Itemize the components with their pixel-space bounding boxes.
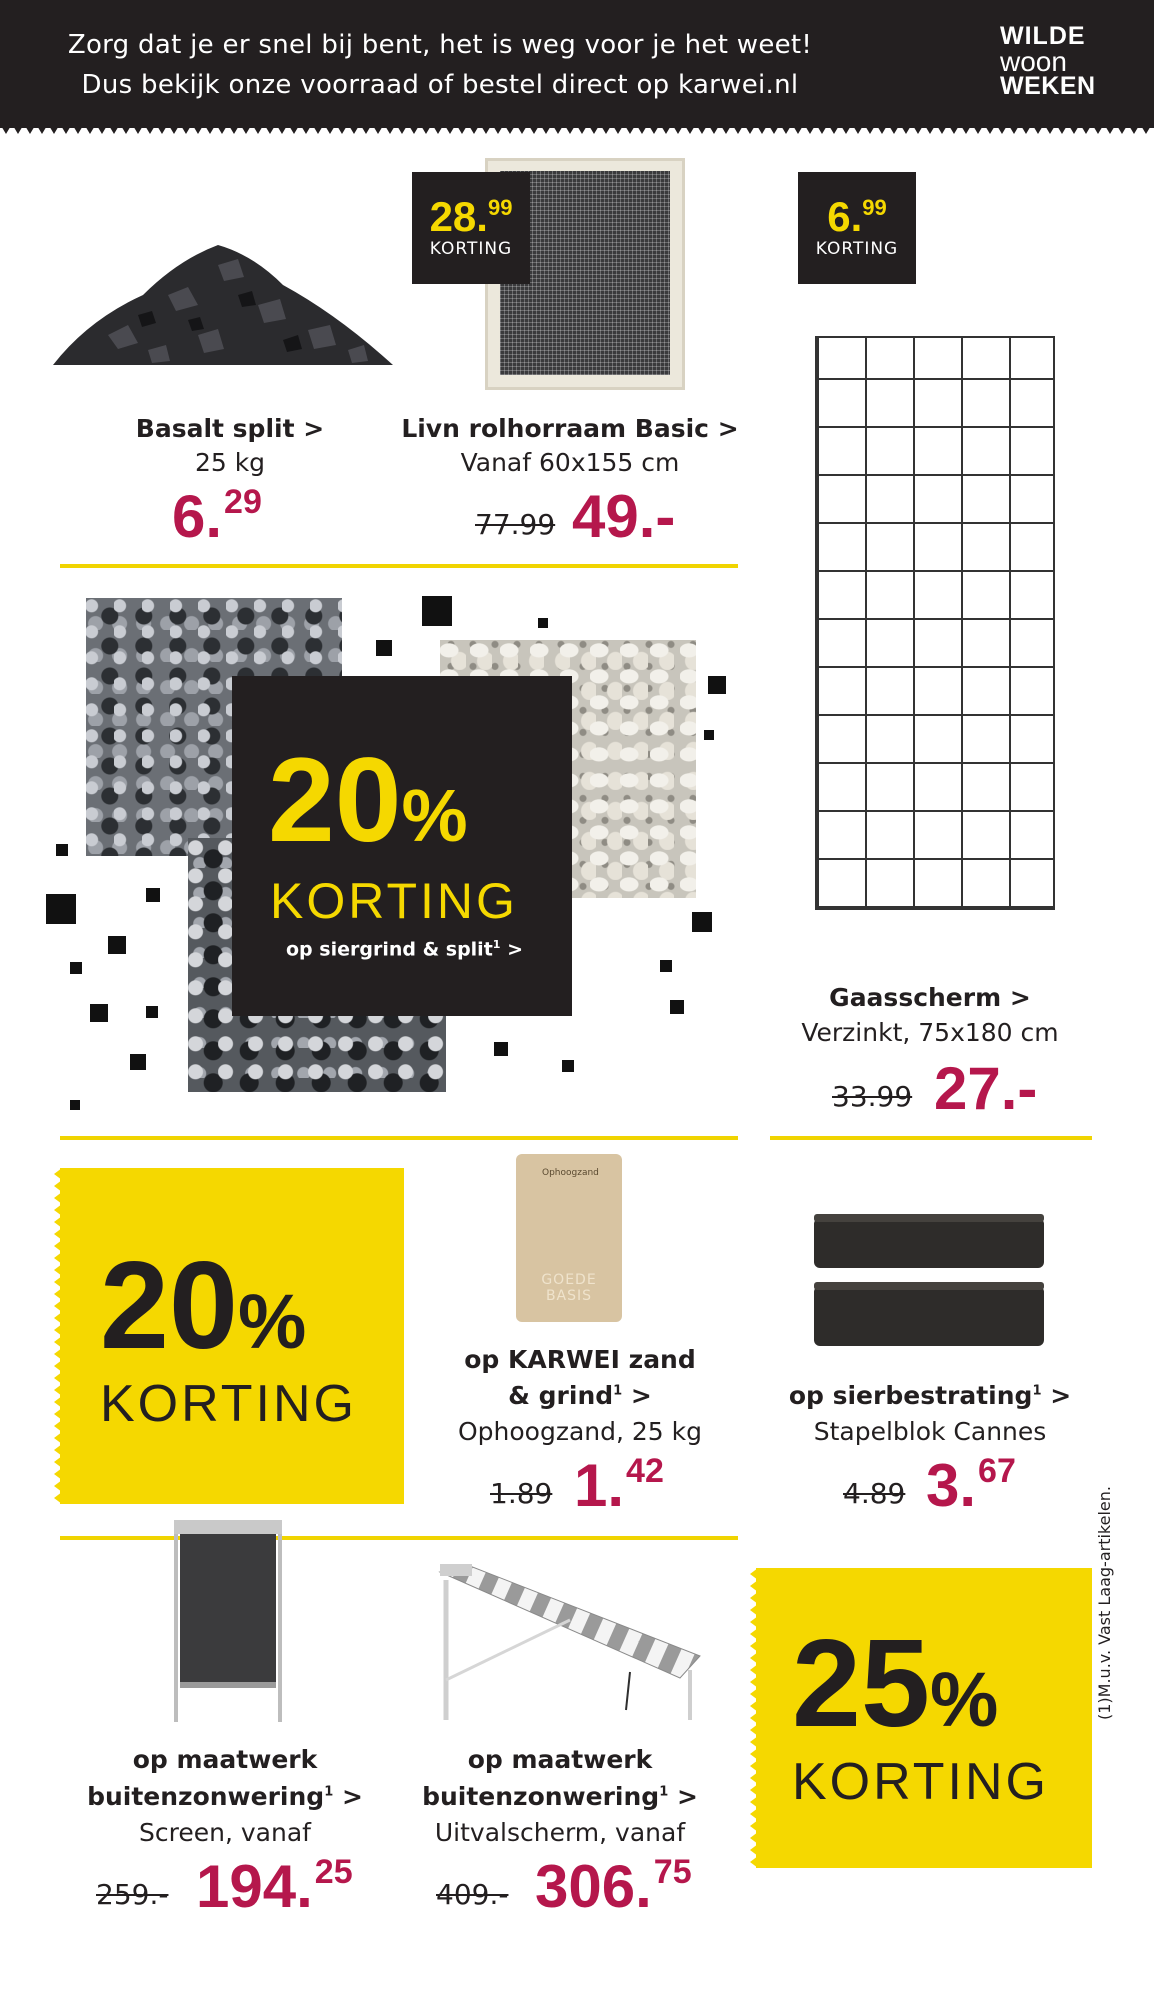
price-integer: 49. [572, 483, 656, 550]
decor-square [708, 676, 726, 694]
footnote-marker: 1 [659, 1784, 669, 1800]
decor-square [376, 640, 392, 656]
zand-title-line2[interactable]: & grind [508, 1381, 614, 1410]
zand-title-line2-row[interactable] [430, 1381, 730, 1410]
percent-sign: % [237, 1279, 307, 1365]
zonwering-promo-block[interactable] [756, 1568, 1092, 1868]
price-integer: 27. [934, 1055, 1018, 1122]
screen-price [196, 1852, 353, 1921]
badge-cents: 99 [862, 195, 887, 220]
percentage-value: 20 [100, 1237, 238, 1375]
percent-sign: % [401, 774, 468, 857]
section-divider [60, 564, 738, 568]
screen-zonwering-image [168, 1518, 288, 1724]
decor-square [538, 618, 548, 628]
logo-word-2: woon [1000, 46, 1067, 77]
siergrind-promo-subtitle[interactable]: op siergrind & split [286, 938, 493, 961]
uitvalscherm-old-price: 409.- [436, 1878, 509, 1911]
gaasscherm-price [934, 1054, 1037, 1123]
footnote-marker: 1 [1032, 1383, 1042, 1399]
basalt-split-image [48, 225, 398, 375]
uitvalscherm-image [430, 1560, 710, 1730]
uitvalscherm-subtitle: Uitvalscherm, vanaf [434, 1818, 686, 1847]
basalt-split-subtitle: 25 kg [194, 448, 266, 477]
sierbestrating-price [926, 1451, 1016, 1520]
decor-square [660, 960, 672, 972]
screen-title-line1[interactable]: op maatwerk [132, 1745, 318, 1774]
decor-square [70, 1100, 80, 1110]
screen-old-price: 259.- [96, 1878, 169, 1911]
price-cents: 25 [314, 1853, 353, 1891]
chevron-right-icon[interactable]: > [303, 414, 325, 443]
basalt-split-title[interactable]: Basalt split [135, 414, 295, 443]
header-text-line2: Dus bekijk onze voorraad of bestel direct op karwei.nl [81, 70, 799, 100]
header-banner [0, 0, 1154, 128]
screen-subtitle: Screen, vanaf [139, 1818, 311, 1847]
decor-square [146, 1006, 158, 1018]
decor-square [670, 1000, 684, 1014]
uitvalscherm-title-line1[interactable]: op maatwerk [467, 1745, 653, 1774]
badge-label: KORTING [429, 239, 513, 259]
badge-amount: 6. [827, 193, 863, 240]
price-dash: - [1017, 1055, 1038, 1122]
sierbestrating-title[interactable]: op sierbestrating [788, 1381, 1033, 1410]
price-cents: 29 [224, 483, 262, 521]
chevron-right-icon[interactable]: > [507, 938, 523, 961]
zand-title-line1[interactable]: op KARWEI zand [464, 1345, 696, 1374]
screen-title-line2-row[interactable] [75, 1782, 375, 1811]
gaasscherm-old-price: 33.99 [832, 1080, 913, 1113]
sierbestrating-title-row[interactable] [770, 1381, 1090, 1410]
header-zigzag-edge [0, 124, 1154, 134]
uitvalscherm-title-line2[interactable]: buitenzonwering [422, 1782, 660, 1811]
zigzag-edge-left [54, 1168, 62, 1504]
ophoogzand-bag-image [516, 1154, 622, 1322]
price-cents: 42 [626, 1452, 664, 1490]
zonwering-korting-label: KORTING [792, 1753, 1049, 1811]
rolhorraam-title[interactable]: Livn rolhorraam Basic [401, 414, 710, 443]
section-divider [770, 1136, 1092, 1140]
zand-korting-label: KORTING [100, 1375, 357, 1433]
decor-square [146, 888, 160, 902]
price-integer: 3. [926, 1452, 977, 1519]
decor-square [46, 894, 76, 924]
logo-word-3: WEKEN [1000, 72, 1096, 100]
zigzag-edge-left [750, 1568, 758, 1868]
footnote-marker: 1 [492, 938, 501, 951]
chevron-right-icon[interactable]: > [1009, 983, 1031, 1012]
header-text-line1: Zorg dat je er snel bij bent, het is weg voor je het weet! [67, 30, 813, 60]
rolhorraam-price [572, 482, 675, 551]
uitvalscherm-price [535, 1852, 692, 1921]
footnote-marker: 1 [613, 1383, 623, 1399]
zand-old-price: 1.89 [490, 1477, 553, 1510]
siergrind-percentage [268, 733, 468, 867]
bag-label: Ophoogzand [542, 1168, 599, 1178]
price-dash: - [655, 483, 676, 550]
zand-subtitle: Ophoogzand, 25 kg [457, 1417, 702, 1446]
chevron-right-icon[interactable]: > [676, 1782, 698, 1811]
bag-brand: GOEDE BASIS [541, 1272, 597, 1304]
decor-square [70, 962, 82, 974]
chevron-right-icon[interactable]: > [630, 1381, 652, 1410]
price-integer: 194. [196, 1853, 313, 1920]
zand-price [574, 1451, 664, 1520]
badge-cents: 99 [487, 195, 513, 220]
decor-square [494, 1042, 508, 1056]
section-divider [60, 1536, 738, 1540]
rolhorraam-subtitle: Vanaf 60x155 cm [460, 448, 680, 477]
section-divider [60, 1136, 738, 1140]
chevron-right-icon[interactable]: > [717, 414, 739, 443]
footnote-marker: 1 [324, 1784, 334, 1800]
decor-square [692, 912, 712, 932]
percentage-value: 25 [792, 1615, 930, 1753]
price-integer: 1. [574, 1452, 625, 1519]
uitvalscherm-title-line2-row[interactable] [410, 1782, 710, 1811]
decor-square [56, 844, 68, 856]
price-integer: 306. [535, 1853, 652, 1920]
wilde-woon-weken-logo[interactable] [1000, 24, 1110, 99]
zand-percentage [100, 1237, 307, 1375]
gaasscherm-title-row[interactable] [780, 983, 1080, 1012]
decor-square [422, 596, 452, 626]
decor-square [130, 1054, 146, 1070]
siergrind-promo-block[interactable] [232, 676, 572, 1016]
badge-label: KORTING [815, 239, 899, 259]
price-cents: 67 [978, 1452, 1016, 1490]
decor-square [90, 1004, 108, 1022]
percentage-value: 20 [268, 733, 402, 867]
chevron-right-icon[interactable]: > [1050, 1381, 1072, 1410]
price-cents: 75 [653, 1853, 692, 1891]
decor-square [562, 1060, 574, 1072]
percent-sign: % [929, 1657, 999, 1743]
screen-title-line2[interactable]: buitenzonwering [87, 1782, 325, 1811]
rolhorraam-title-row[interactable] [400, 414, 740, 443]
sierbestrating-subtitle: Stapelblok Cannes [813, 1417, 1047, 1446]
rolhorraam-discount-badge [412, 172, 530, 284]
rolhorraam-old-price: 77.99 [475, 508, 556, 541]
gaasscherm-image [815, 336, 1055, 910]
badge-amount: 28. [429, 193, 488, 240]
zand-promo-block[interactable] [60, 1168, 404, 1504]
price-integer: 6. [172, 483, 223, 550]
decor-square [108, 936, 126, 954]
gaasscherm-title[interactable]: Gaasscherm [829, 983, 1002, 1012]
logo-word-1: WILDE [1000, 22, 1086, 50]
zonwering-percentage [792, 1615, 999, 1753]
basalt-split-price [172, 482, 262, 551]
decor-square [704, 730, 714, 740]
siergrind-promo-subtitle-row[interactable] [286, 938, 523, 960]
sierbestrating-old-price: 4.89 [843, 1477, 906, 1510]
gaasscherm-discount-badge [798, 172, 916, 284]
stapelblok-image [810, 1210, 1048, 1358]
siergrind-korting-label: KORTING [270, 873, 518, 929]
basalt-split-title-row[interactable] [80, 414, 380, 443]
footnote-text: (1)M.u.v. Vast Laag-artikelen. [1095, 1486, 1114, 1720]
gaasscherm-subtitle: Verzinkt, 75x180 cm [801, 1018, 1059, 1047]
chevron-right-icon[interactable]: > [341, 1782, 363, 1811]
